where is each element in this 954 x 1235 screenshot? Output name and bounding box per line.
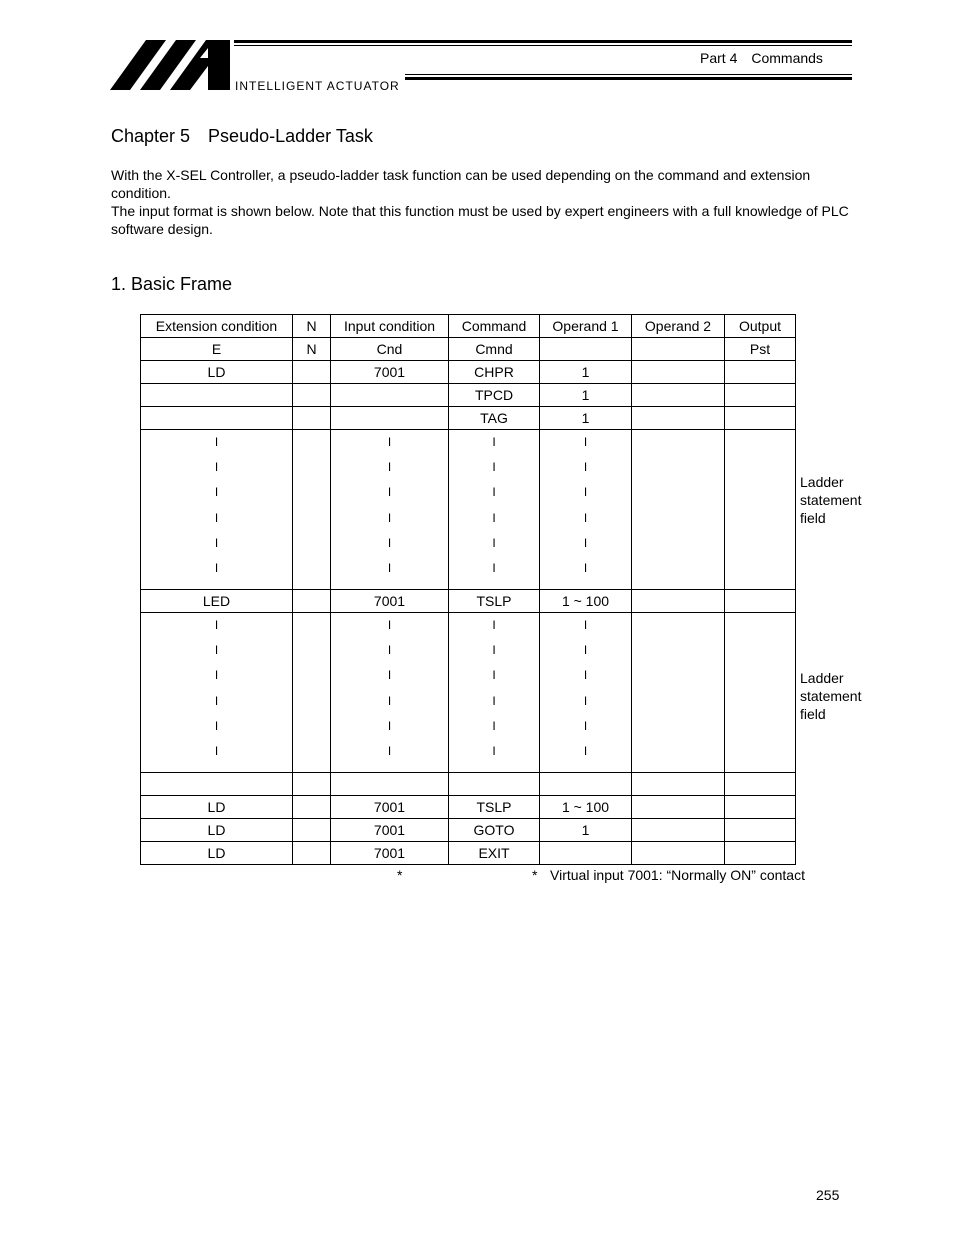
basic-frame-table [140, 314, 796, 865]
table-cell: LD [141, 842, 293, 865]
ladder-separator-cell: I I I I I I [449, 613, 540, 773]
header-cell: N [293, 315, 331, 338]
table-cell [331, 384, 449, 407]
table-cell: 7001 [331, 842, 449, 865]
table-cell [632, 590, 725, 613]
table-cell: TPCD [449, 384, 540, 407]
table-cell: N [293, 338, 331, 361]
table-cell [632, 338, 725, 361]
table-cell [293, 842, 331, 865]
table-abbrev-row [141, 338, 796, 361]
table-cell [141, 773, 293, 796]
part-label: Part 4 Commands [700, 50, 823, 66]
table-cell [725, 819, 796, 842]
table-cell [725, 384, 796, 407]
table-cell: Cmnd [449, 338, 540, 361]
header-cell: Operand 1 [540, 315, 632, 338]
table-cell [725, 361, 796, 384]
header-cell: Output [725, 315, 796, 338]
ladder-empty-cell [725, 430, 796, 590]
table-cell [293, 384, 331, 407]
table-row-blank [141, 773, 796, 796]
ladder-field-label-2: Ladder statement field [800, 670, 862, 722]
table-cell [632, 842, 725, 865]
header-cell: Operand 2 [632, 315, 725, 338]
footnote-mark-left: * [397, 867, 403, 883]
header-rule-top-thin [234, 45, 852, 46]
table-cell [293, 819, 331, 842]
page-number: 255 [816, 1187, 840, 1203]
table-row [141, 384, 796, 407]
iai-logo [110, 38, 235, 92]
ladder-field-row [141, 430, 796, 590]
table-cell: 7001 [331, 819, 449, 842]
table-cell: Cnd [331, 338, 449, 361]
table-cell [725, 407, 796, 430]
footnote-mark-right: * [532, 867, 538, 883]
table-cell: 1 [540, 819, 632, 842]
table-row [141, 407, 796, 430]
table-cell [331, 407, 449, 430]
table-cell: E [141, 338, 293, 361]
table-cell [632, 796, 725, 819]
ladder-separator-cell: I I I I I I [540, 613, 632, 773]
table-cell: LD [141, 361, 293, 384]
table-cell [540, 338, 632, 361]
table-row [141, 796, 796, 819]
table-cell [293, 590, 331, 613]
table-cell: Pst [725, 338, 796, 361]
table-cell [632, 773, 725, 796]
table-cell: TSLP [449, 796, 540, 819]
table-header-row [141, 315, 796, 338]
table-cell [331, 773, 449, 796]
table-cell [632, 361, 725, 384]
ladder-empty-cell [725, 613, 796, 773]
intro-paragraph-2: The input format is shown below. Note that this function must be used by expert engineers with a full knowledge of PLC software design. [111, 203, 849, 237]
table-row [141, 819, 796, 842]
ladder-separator-cell: I I I I I I [540, 430, 632, 590]
table-row [141, 361, 796, 384]
ladder-field-label-1: Ladder statement field [800, 474, 862, 526]
table-cell [141, 384, 293, 407]
table-cell: 7001 [331, 361, 449, 384]
ladder-separator-cell: I I I I I I [141, 613, 293, 773]
table-cell: 1 [540, 407, 632, 430]
brand-name: INTELLIGENT ACTUATOR [235, 79, 400, 93]
ladder-separator-cell: I I I I I I [331, 613, 449, 773]
table-cell: LED [141, 590, 293, 613]
table-cell: 7001 [331, 590, 449, 613]
table-cell: 1 [540, 361, 632, 384]
table-cell: LD [141, 819, 293, 842]
table-cell: 1 ~ 100 [540, 590, 632, 613]
table-cell: 1 ~ 100 [540, 796, 632, 819]
table-cell: 7001 [331, 796, 449, 819]
ladder-empty-cell [293, 613, 331, 773]
ladder-field-row [141, 613, 796, 773]
table-cell [293, 407, 331, 430]
header-rule-top-thick [234, 40, 852, 43]
table-cell: TSLP [449, 590, 540, 613]
table-cell [725, 590, 796, 613]
table-cell [632, 819, 725, 842]
table-cell [449, 773, 540, 796]
ladder-separator-cell: I I I I I I [331, 430, 449, 590]
ladder-empty-cell [632, 613, 725, 773]
table-cell [293, 361, 331, 384]
table-row-led [141, 590, 796, 613]
table-cell [725, 796, 796, 819]
ladder-empty-cell [632, 430, 725, 590]
header-cell: Input condition [331, 315, 449, 338]
chapter-title: Chapter 5 Pseudo-Ladder Task [111, 126, 373, 146]
ladder-separator-cell: I I I I I I [141, 430, 293, 590]
table-cell [725, 773, 796, 796]
table-cell [293, 796, 331, 819]
table-cell: LD [141, 796, 293, 819]
table-cell: TAG [449, 407, 540, 430]
table-cell [632, 407, 725, 430]
table-cell [540, 842, 632, 865]
table-cell: 1 [540, 384, 632, 407]
section-title: 1. Basic Frame [111, 274, 233, 294]
header-rule-bottom-thin [405, 74, 852, 75]
header-cell: Extension condition [141, 315, 293, 338]
footnote-text: Virtual input 7001: “Normally ON” contact [550, 867, 805, 883]
table-cell: GOTO [449, 819, 540, 842]
header-cell: Command [449, 315, 540, 338]
ladder-empty-cell [293, 430, 331, 590]
ladder-separator-cell: I I I I I I [449, 430, 540, 590]
table-cell [293, 773, 331, 796]
intro-paragraph-1: With the X-SEL Controller, a pseudo-ladder task function can be used depending on the command and extension condition. [111, 167, 811, 201]
table-cell [632, 384, 725, 407]
table-cell [540, 773, 632, 796]
table-cell [725, 842, 796, 865]
header-rule-bottom-thick [405, 77, 852, 80]
table-cell [141, 407, 293, 430]
table-cell: EXIT [449, 842, 540, 865]
table-row [141, 842, 796, 865]
table-cell: CHPR [449, 361, 540, 384]
